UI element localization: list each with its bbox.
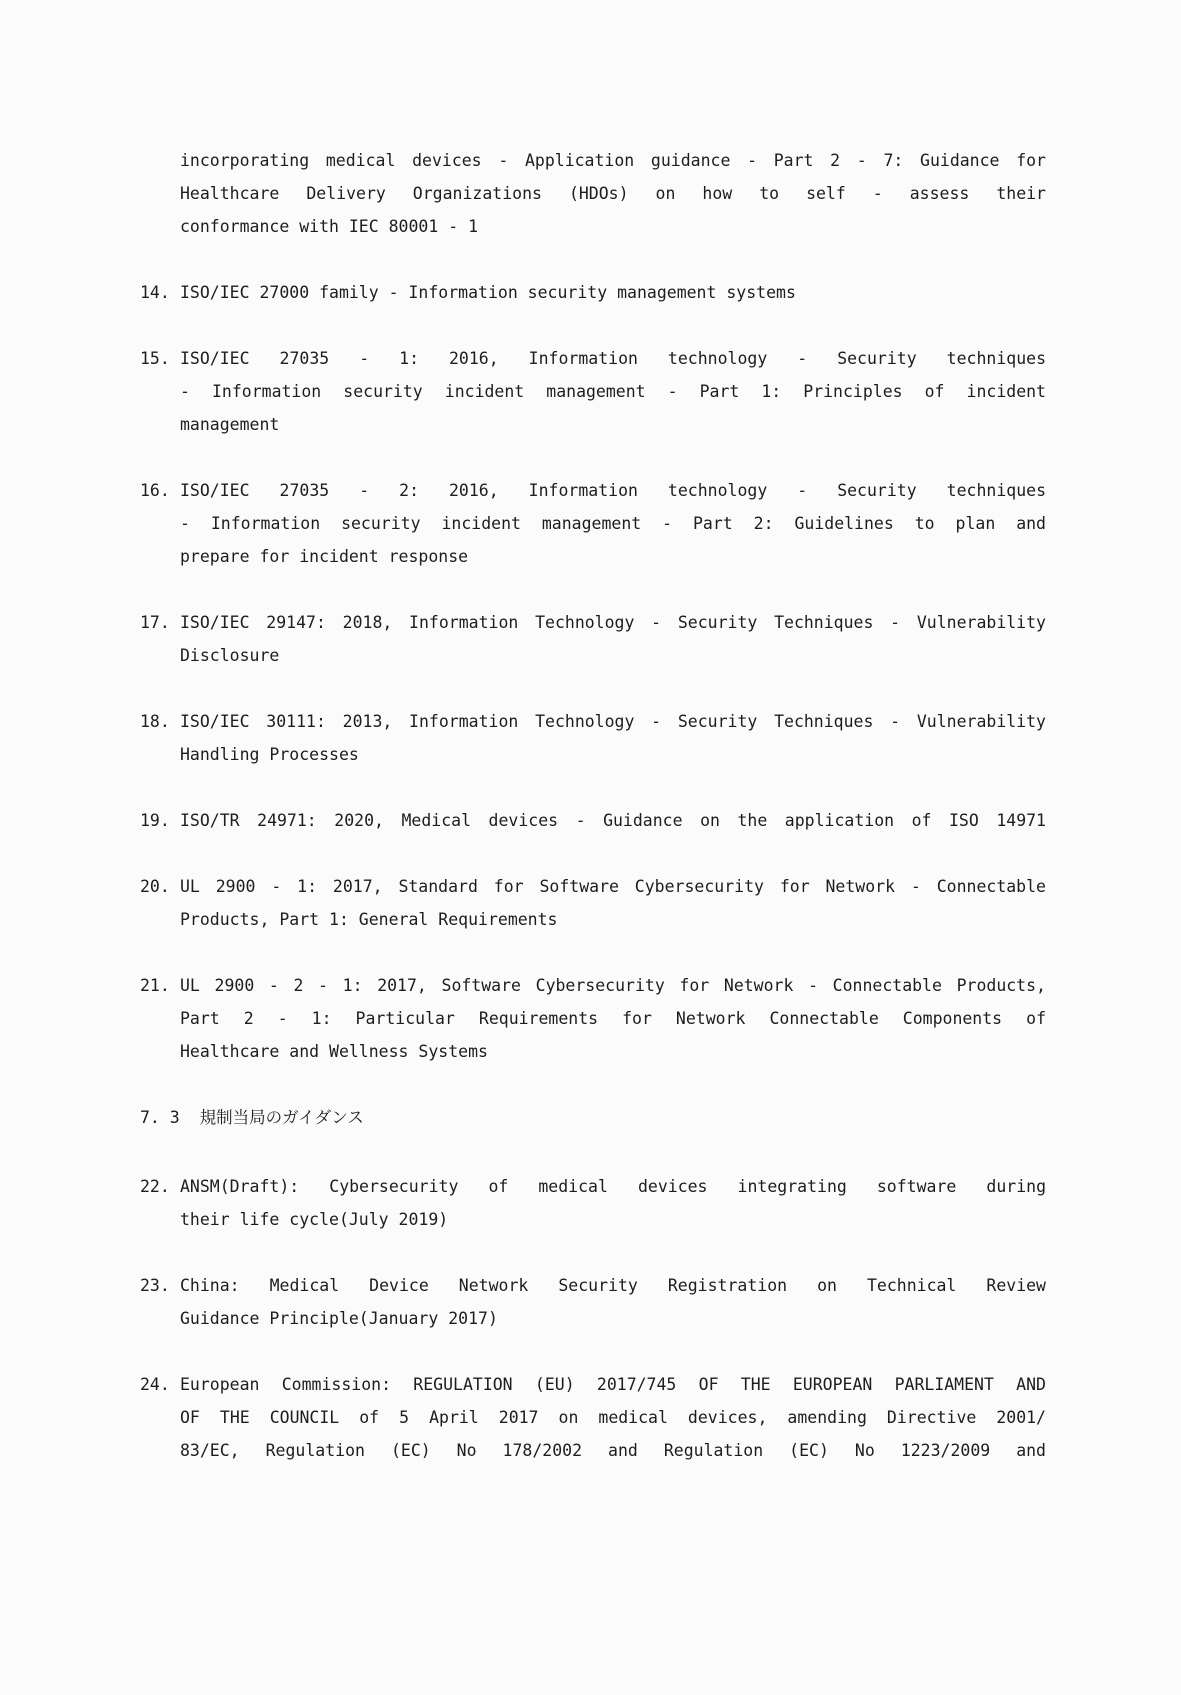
reference-line: 83/EC, Regulation (EC) No 178/2002 and Regulation (EC) No 1223/2009 and [180,1441,1046,1460]
reference-line: - Information security incident management - Part 2: Guidelines to plan and [180,514,1046,533]
reference-line: ISO/IEC 29147: 2018, Information Technology - Security Techniques - Vulnerability [180,613,1046,632]
reference-line: European Commission: REGULATION (EU) 2017/745 OF THE EUROPEAN PARLIAMENT AND [180,1375,1046,1394]
section-heading [140,1101,1046,1134]
reference-line: - Information security incident management - Part 1: Principles of incident [180,382,1046,401]
list-item [140,705,1046,771]
reference-line: prepare for incident response [180,547,469,566]
reference-number: 17. [140,613,170,632]
reference-line: Healthcare and Wellness Systems [180,1042,488,1061]
reference-text [180,342,1046,441]
list-item [140,606,1046,672]
reference-line: ISO/IEC 27035 - 2: 2016, Information technology - Security techniques [180,481,1046,500]
reference-line: Part 2 - 1: Particular Requirements for Network Connectable Components of [180,1009,1046,1028]
reference-number: 22. [140,1177,170,1196]
reference-text [180,705,1046,771]
reference-line: Guidance Principle(January 2017) [180,1309,498,1328]
reference-text [180,804,1046,837]
list-item [140,1170,1046,1236]
reference-number: 24. [140,1375,170,1394]
reference-number: 20. [140,877,170,896]
reference-text [180,870,1046,936]
reference-number: 23. [140,1276,170,1295]
reference-line: Healthcare Delivery Organizations (HDOs) on how to self - assess their [180,184,1046,203]
reference-number: 14. [140,283,170,302]
reference-text [180,606,1046,672]
reference-line: incorporating medical devices - Application guidance - Part 2 - 7: Guidance for [180,151,1046,170]
reference-line: their life cycle(July 2019) [180,1210,449,1229]
reference-text [180,474,1046,573]
reference-number: 18. [140,712,170,731]
reference-text [180,1269,1046,1335]
reference-line: Handling Processes [180,745,359,764]
reference-line: ANSM(Draft): Cybersecurity of medical devices integrating software during [180,1177,1046,1196]
reference-number: 21. [140,976,170,995]
reference-line: China: Medical Device Network Security Registration on Technical Review [180,1276,1046,1295]
reference-number [140,144,180,243]
reference-line: ISO/TR 24971: 2020, Medical devices - Guidance on the application of ISO 14971 [180,811,1046,830]
reference-line: Disclosure [180,646,280,665]
list-item [140,342,1046,441]
list-item [140,1368,1046,1467]
paragraph-continuation [140,144,1046,243]
reference-number: 16. [140,481,170,500]
section-heading-text: 7. 3 規制当局のガイダンス [140,1108,364,1127]
reference-line: management [180,415,280,434]
list-item [140,1269,1046,1335]
reference-line: UL 2900 - 2 - 1: 2017, Software Cybersecurity for Network - Connectable Products, [180,976,1046,995]
reference-text [180,1368,1046,1467]
list-item [140,474,1046,573]
list-item [140,870,1046,936]
list-item [140,804,1046,837]
reference-line: Products, Part 1: General Requirements [180,910,558,929]
reference-line: ISO/IEC 27035 - 1: 2016, Information technology - Security techniques [180,349,1046,368]
reference-line: OF THE COUNCIL of 5 April 2017 on medical devices, amending Directive 2001/ [180,1408,1046,1427]
reference-text [180,969,1046,1068]
references-list [140,144,1046,1500]
reference-line: UL 2900 - 1: 2017, Standard for Software Cybersecurity for Network - Connectable [180,877,1046,896]
reference-text [180,276,1046,309]
list-item [140,969,1046,1068]
reference-line: conformance with IEC 80001 - 1 [180,217,479,236]
reference-number: 15. [140,349,170,368]
list-item [140,276,1046,309]
reference-text [180,1170,1046,1236]
reference-text [180,144,1046,243]
reference-line: ISO/IEC 30111: 2013, Information Technology - Security Techniques - Vulnerability [180,712,1046,731]
reference-line: ISO/IEC 27000 family - Information security management systems [180,283,796,302]
reference-number: 19. [140,811,170,830]
